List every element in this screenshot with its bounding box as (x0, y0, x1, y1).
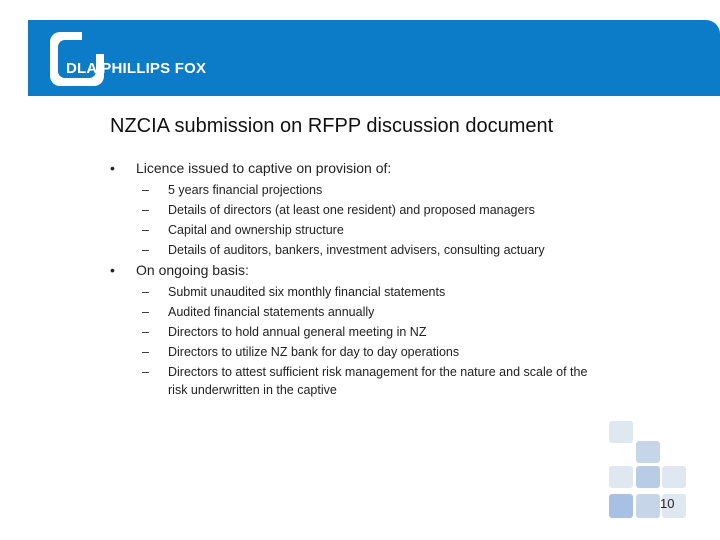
decor-square (662, 466, 686, 488)
dash-icon: – (142, 365, 149, 379)
sub-item-text: Details of auditors, bankers, investment advisers, consulting actuary (168, 243, 545, 257)
sub-item-text: Directors to hold annual general meeting in NZ (168, 325, 427, 339)
sub-item-text: Details of directors (at least one resident) and proposed managers (168, 203, 535, 217)
bullet-icon: • (110, 160, 115, 176)
dash-icon: – (142, 345, 149, 359)
sub-item-text: Capital and ownership structure (168, 223, 344, 237)
sub-item-text: Submit unaudited six monthly financial statements (168, 285, 446, 299)
sub-item-text: 5 years financial projections (168, 183, 323, 197)
bullet-text: On ongoing basis: (136, 262, 249, 278)
logo-mark-notch (82, 32, 104, 54)
bullet-icon: • (110, 262, 115, 278)
sub-item-text: Directors to attest sufficient risk management for the nature and scale of the risk underwritten in the captive (168, 365, 588, 397)
decor-square (609, 466, 633, 488)
decor-square (609, 421, 633, 443)
page-number: 10 (660, 496, 675, 511)
dash-icon: – (142, 223, 149, 237)
dash-icon: – (142, 203, 149, 217)
sub-item-text: Directors to utilize NZ bank for day to day operations (168, 345, 460, 359)
dash-icon: – (142, 243, 149, 257)
sub-item-text: Audited financial statements annually (168, 305, 375, 319)
slide-title: NZCIA submission on RFPP discussion document (110, 115, 554, 137)
decor-square (609, 494, 633, 518)
logo-text: DLA PHILLIPS FOX (66, 60, 207, 77)
decor-square (636, 466, 660, 488)
decor-square (636, 494, 660, 518)
dash-icon: – (142, 183, 149, 197)
decor-square (636, 441, 660, 463)
header-banner (28, 20, 720, 96)
dash-icon: – (142, 285, 149, 299)
logo-icon (50, 32, 104, 86)
dash-icon: – (142, 305, 149, 319)
dash-icon: – (142, 325, 149, 339)
bullet-text: Licence issued to captive on provision of: (136, 160, 392, 176)
